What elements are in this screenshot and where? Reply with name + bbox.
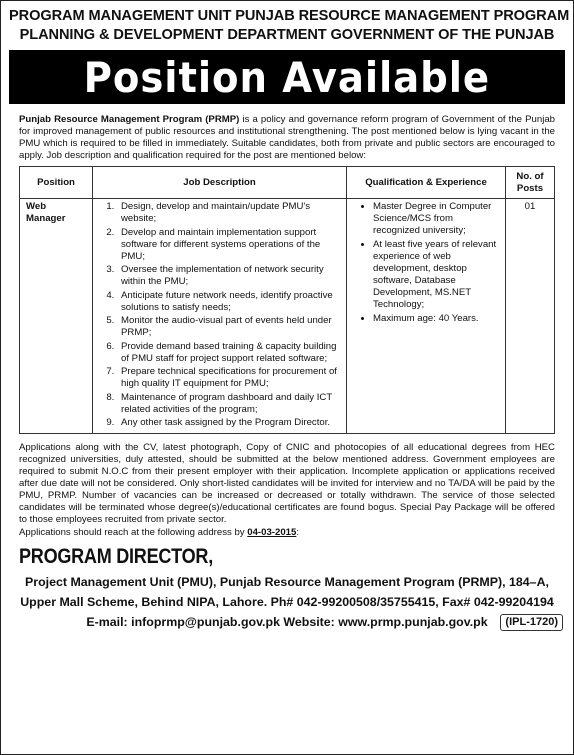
address-line-1: Project Management Unit (PMU), Punjab Resource Management Program (PRMP), 184–A, bbox=[25, 574, 549, 589]
col-qualification: Qualification & Experience bbox=[347, 167, 506, 199]
header-line-1: PROGRAM MANAGEMENT UNIT PUNJAB RESOURCE MANAGEMENT PROGRAM bbox=[9, 8, 570, 24]
job-description-item: 5. Monitor the audio-visual part of events held under PRMP; bbox=[117, 315, 342, 339]
job-table-header bbox=[20, 167, 555, 199]
job-description-cell bbox=[93, 199, 347, 434]
job-description-item: 2. Develop and maintain implementation support software for different systems operations of the PMU; bbox=[117, 227, 342, 263]
intro-text: is a policy and governance reform program of Government of the Punjab for improved management of public resources and institutional strengthening. The post mentioned below is lying vacant in the PMU which is required to be filled in immediately. Suitable candidates, both from private and public sectors are encouraged to apply. Job description and qualification required for the post are mentioned below: bbox=[19, 114, 555, 162]
col-posts: No. of Posts bbox=[506, 167, 555, 199]
job-description-item: 7. Prepare technical specifications for procurement of high quality IT equipment for PMU; bbox=[117, 366, 342, 390]
table-row bbox=[20, 199, 555, 434]
address-line-2: Upper Mall Scheme, Behind NIPA, Lahore. Ph# 042-99200508/35755415, Fax# 042-99204194 bbox=[20, 594, 554, 609]
application-instructions: Applications along with the CV, latest photograph, Copy of CNIC and photocopies of all educational degrees from HEC recognized universities, duly attested, should be submitted at the below mentioned address. Government employees are required to submit N.O.C from their present employer with their application. Incomplete application or applications received after due date will not be considered. Only short-listed candidates will be invited for interview and no TA/DA will be paid by the PMU, PRMP. Number of vacancies can be increased or decreased or totally withdrawn. The service of those selected candidates will be terminated whose degree(s)/educational certificates are found bogus. Special Pay Package will be offered to those employees recruited from private sector. bbox=[19, 441, 555, 526]
job-description-item: 6. Provide demand based training & capacity building of PMU staff for project support related software; bbox=[117, 341, 342, 365]
job-description-item: 9. Any other task assigned by the Program Director. bbox=[117, 417, 342, 429]
qualification-item: • At least five years of relevant experience of web development, desktop software, Database Development, MS.NET Technology; bbox=[373, 239, 501, 311]
contact-row bbox=[9, 612, 565, 632]
qualification-list bbox=[351, 201, 501, 325]
posts-cell: 01 bbox=[506, 199, 555, 434]
deadline-line bbox=[19, 527, 555, 539]
position-available-banner bbox=[9, 50, 565, 104]
intro-paragraph bbox=[19, 114, 555, 162]
job-description-list bbox=[97, 201, 342, 429]
position-cell: Web Manager bbox=[20, 199, 93, 434]
program-director-heading: PROGRAM DIRECTOR, bbox=[19, 544, 213, 568]
col-position: Position bbox=[20, 167, 93, 199]
job-description-item: 3. Oversee the implementation of network security within the PMU; bbox=[117, 264, 342, 288]
deadline-text: Applications should reach at the following address by bbox=[19, 526, 248, 538]
job-table bbox=[19, 166, 555, 434]
banner-title: Position Available bbox=[83, 52, 491, 102]
qualification-item: • Maximum age: 40 Years. bbox=[373, 313, 501, 325]
col-job-description: Job Description bbox=[93, 167, 347, 199]
intro-lead: Punjab Resource Management Program (PRMP) bbox=[19, 114, 240, 125]
deadline-date: 04-03-2015 bbox=[247, 526, 297, 538]
deadline-end: : bbox=[296, 526, 300, 538]
job-description-item: 8. Maintenance of program dashboard and daily ICT related activities of the program; bbox=[117, 392, 342, 416]
qualification-cell bbox=[347, 199, 506, 434]
header-line-2: PLANNING & DEVELOPMENT DEPARTMENT GOVERNMENT OF THE PUNJAB bbox=[19, 27, 555, 43]
qualification-item: • Master Degree in Computer Science/MCS from recognized university; bbox=[373, 201, 501, 237]
job-description-item: 1. Design, develop and maintain/update PMU's website; bbox=[117, 201, 342, 225]
contact-line: E-mail: infoprmp@punjab.gov.pk Website: www.prmp.punjab.gov.pk bbox=[86, 614, 488, 629]
job-description-item: 4. Anticipate future network needs, identify proactive solutions to satisfy needs; bbox=[117, 290, 342, 314]
reference-code: (IPL-1720) bbox=[500, 614, 563, 631]
